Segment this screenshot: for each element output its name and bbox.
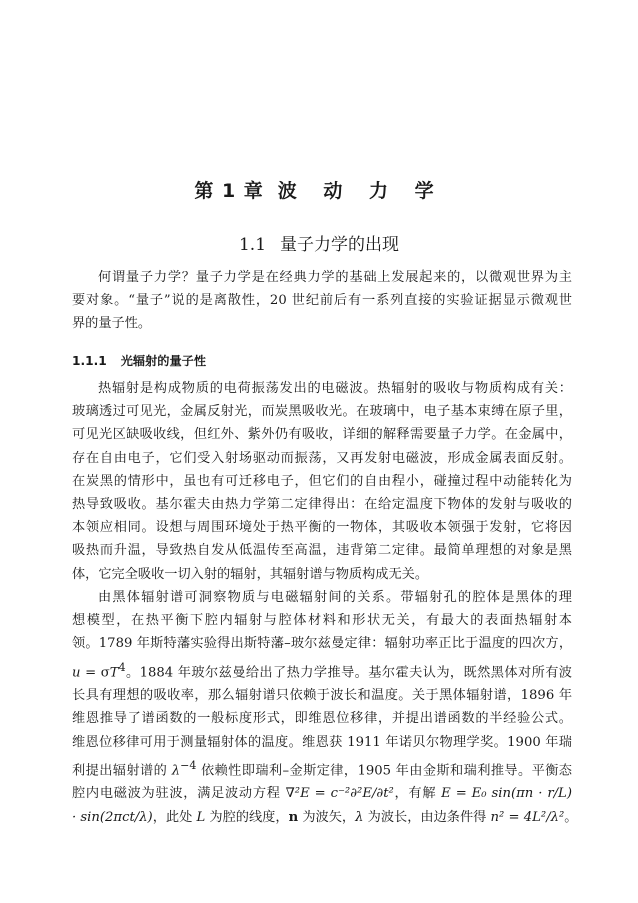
text-run: ，有解	[393, 786, 442, 802]
text-line: 要对象。“量子”说的是离散性，20 世纪前后有一系列直接的实验证据显示微观世	[72, 293, 572, 309]
section-name: 量子力学的出现	[280, 235, 400, 255]
formula-var: λ	[355, 809, 364, 825]
formula-wave-equation: ∇²E = c⁻²∂²E/∂t²	[285, 786, 394, 802]
text-line: 由黑体辐射谱可洞察物质与电磁辐射间的关系。带辐射孔的腔体是黑体的理	[98, 590, 572, 605]
formula-solution: E = E₀ sin(πn · r/L)	[441, 786, 572, 802]
text-run: 为波矢，	[298, 809, 356, 825]
text-run: 。1884 年玻尔兹曼给出了热力学推导。基尔霍夫认为，既然黑体对所有波	[125, 665, 572, 680]
text-line: 本领应相同。设想与周围环境处于热平衡的一物体，其吸收本领强于发射，它将因	[72, 520, 572, 536]
paragraph-2	[72, 586, 578, 829]
text-line	[72, 782, 572, 805]
text-run: 依赖性即瑞利–金斯定律，1905 年由金斯和瑞利推导。平衡态	[196, 763, 572, 779]
formula-boundary: n² = 4L²/λ²	[490, 809, 565, 825]
formula-var: L	[196, 809, 206, 825]
text-line	[72, 754, 572, 783]
paragraph-1	[72, 377, 572, 586]
text-line	[72, 656, 572, 685]
text-run: ，此处	[152, 809, 197, 825]
formula-exponent: −4	[180, 758, 197, 772]
text-line: 可见光区缺吸收线，但红外、紫外仍有吸收，详细的解释需要量子力学。在金属中，	[72, 427, 572, 443]
text-run: 为腔的线度，	[205, 809, 289, 825]
chapter-title	[0, 176, 638, 203]
formula-exponent: 4	[118, 660, 126, 674]
text-line: 维恩位移律可用于测量辐射体的温度。维恩获 1911 年诺贝尔物理学奖。1900 年瑞	[72, 734, 572, 750]
formula-part: = σ	[80, 665, 110, 680]
formula-var: u	[72, 665, 81, 680]
formula-part: · sin(2πct/λ)	[72, 809, 153, 825]
text-line: 玻璃透过可见光，金属反射光，而炭黑吸收光。在玻璃中，电子基本束缚在原子里，	[72, 404, 572, 420]
text-line: 热导致吸收。基尔霍夫由热力学第二定律得出：在给定温度下物体的发射与吸收的	[72, 497, 572, 513]
text-run: 。	[564, 809, 578, 825]
subsection-heading	[72, 352, 206, 369]
text-line: 体，它完全吸收一切入射的辐射，其辐射谱与物质构成无关。	[72, 566, 429, 582]
formula-var: n	[288, 809, 299, 825]
text-line: 在炭黑的情形中，虽也有可迁移电子，但它们的自由程小，碰撞过程中动能转化为	[72, 473, 572, 489]
formula-var: λ	[171, 763, 181, 779]
text-line: 维恩推导了谱函数的一般标度形式，即维恩位移律，并提出谱函数的半经验公式。	[72, 711, 572, 727]
text-run: 腔内电磁波为驻波，满足波动方程	[72, 786, 286, 802]
formula-var: T	[109, 665, 119, 680]
text-line: 想模型，在热平衡下腔内辐射与腔体材料和形状无关，有最大的表面热辐射本	[72, 613, 572, 629]
text-run: 为波长，由边条件得	[363, 809, 491, 825]
text-line: 存在自由电子，它们受入射场驱动而振荡，又再发射电磁波，形成金属表面反射。	[72, 450, 572, 466]
chapter-name: 波 动 力 学	[277, 180, 444, 202]
chapter-number: 第 1 章	[194, 180, 264, 202]
text-line: 领。1789 年斯特藩实验得出斯特藩–玻尔兹曼定律：辐射功率正比于温度的四次方，	[72, 636, 572, 652]
text-line: 热辐射是构成物质的电荷振荡发出的电磁波。热辐射的吸收与物质构成有关：	[98, 381, 572, 396]
text-line	[72, 806, 578, 829]
subsection-number: 1.1.1	[72, 354, 107, 368]
section-number: 1.1	[238, 235, 267, 255]
text-line: 界的量子性。	[72, 316, 152, 332]
section-title	[0, 230, 638, 255]
intro-paragraph	[72, 266, 572, 336]
text-line: 何谓量子力学？量子力学是在经典力学的基础上发展起来的，以微观世界为主	[98, 270, 572, 285]
text-line: 长具有理想的吸收率，那么辐射谱只依赖于波长和温度。关于黑体辐射谱，1896 年	[72, 688, 572, 704]
subsection-name: 光辐射的量子性	[120, 354, 207, 368]
text-run: 利提出辐射谱的	[72, 763, 172, 779]
text-line: 吸热而升温，导致热自发从低温传至高温，违背第二定律。最简单理想的对象是黑	[72, 543, 572, 559]
